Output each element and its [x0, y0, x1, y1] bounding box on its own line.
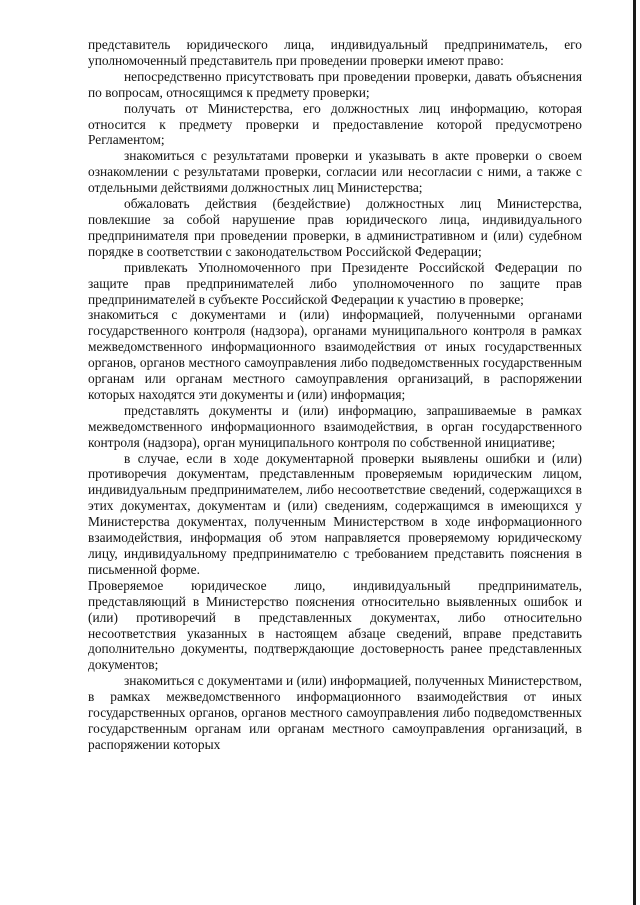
paragraph-8: представлять документы и (или) информацию, запрашиваемые в рамках межведомственного информационного взаимодействия, в орган государственного контроля (надзора), орган муниципального контроля по собственной инициативе; — [88, 402, 582, 450]
paragraph-3: получать от Министерства, его должностных лиц информацию, которая относится к предмету проверки и предоставление которой предусмотрено Регламентом; — [88, 100, 582, 148]
scan-edge-line — [633, 0, 636, 905]
paragraph-4: знакомиться с результатами проверки и указывать в акте проверки о своем ознакомлении с результатами проверки, согласии или несогласии с ними, а также с отдельными действиями должностных лиц Министерства; — [88, 148, 582, 196]
paragraph-11: знакомиться с документами и (или) информацией, полученных Министерством, в рамках межведомственного информационного взаимодействия от иных государственных органов, органов местного самоуправления либо подведомственных государственным органам или органам местного самоуправления организаций, в распоряжении которых — [88, 673, 582, 752]
paragraph-7: знакомиться с документами и (или) информацией, полученными органами государственного контроля (надзора), органами муниципального контроля в рамках межведомственного информационного взаимодействия от иных государственных органов, органов местного самоуправления либо подведомственных государственным органам или органам местного самоуправления организаций, в распоряжении которых находятся эти документы и (или) информация; — [88, 307, 582, 402]
paragraph-6: привлекать Уполномоченного при Президенте Российской Федерации по защите прав предпринимателей либо уполномоченного по защите прав предпринимателей в субъекте Российской Федерации к участию в проверке; — [88, 259, 582, 307]
paragraph-1: представитель юридического лица, индивидуальный предприниматель, его уполномоченный представитель при проведении проверки имеют право: — [88, 37, 582, 68]
paragraph-2: непосредственно присутствовать при проведении проверки, давать объяснения по вопросам, относящимся к предмету проверки; — [88, 68, 582, 100]
paragraph-9: в случае, если в ходе документарной проверки выявлены ошибки и (или) противоречия документам, представленным проверяемым юридическим лицом, индивидуальным предпринимателем, либо несоответствие сведений, содержащихся в этих документах, документам и (или) сведениям, содержащимся в имеющихся у Министерства документах, полученным Министерством в ходе информационного взаимодействия, информация об этом направляется проверяемому юридическому лицу, индивидуальному предпринимателю с требованием представить пояснения в письменной форме. — [88, 450, 582, 577]
paragraph-10: Проверяемое юридическое лицо, индивидуальный предприниматель, представляющий в Министерство пояснения относительно выявленных ошибок и (или) противоречий в представленных документах, либо относительно несоответствия указанных в настоящем абзаце сведений, вправе представить дополнительно документы, подтверждающие достоверность ранее представленных документов; — [88, 577, 582, 673]
paragraph-5: обжаловать действия (бездействие) должностных лиц Министерства, повлекшие за собой нарушение прав юридического лица, индивидуального предпринимателя при проведении проверки, в административном и (или) судебном порядке в соответствии с законодательством Российской Федерации; — [88, 196, 582, 259]
document-body — [88, 37, 582, 753]
